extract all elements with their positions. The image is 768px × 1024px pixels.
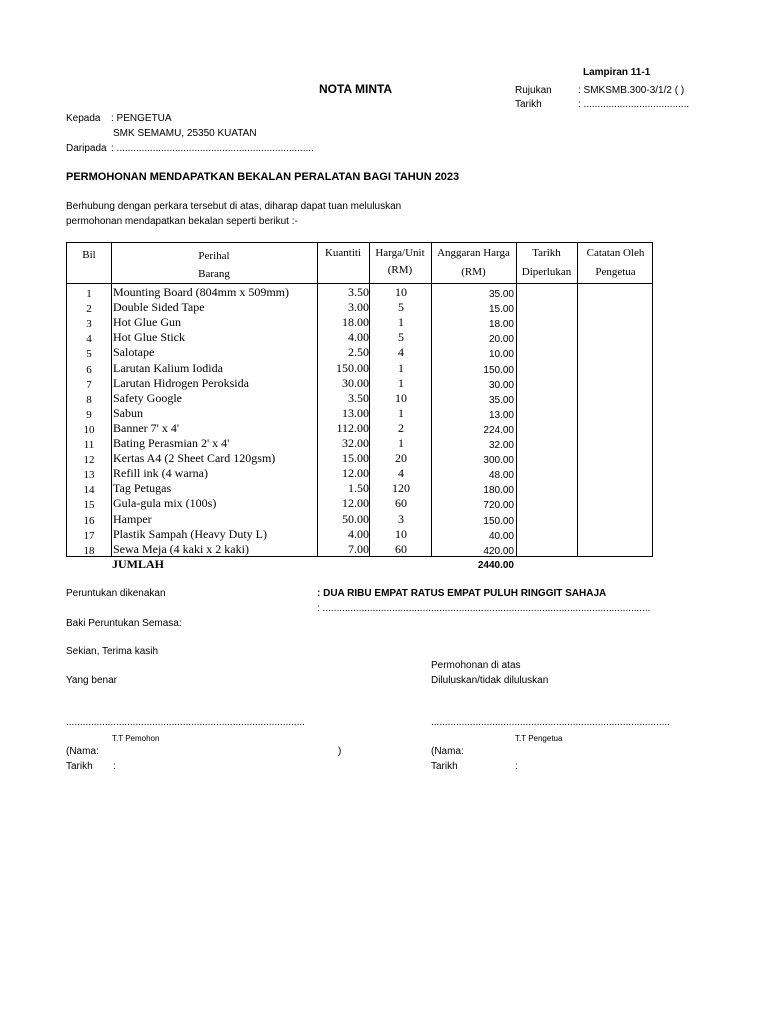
row-quantity: 4.00 <box>348 526 369 541</box>
approval-line-1: Permohonan di atas <box>431 660 521 671</box>
row-unit-price: 10 <box>395 526 407 541</box>
row-number: 17 <box>83 529 95 542</box>
reference-label: Rujukan <box>515 85 552 96</box>
table-row <box>67 422 654 437</box>
row-unit-price: 20 <box>395 451 407 466</box>
row-item: Hot Glue Gun <box>113 315 181 330</box>
row-number: 15 <box>83 499 95 512</box>
table-row <box>67 286 654 301</box>
table-row <box>67 377 654 392</box>
row-item: Banner 7' x 4' <box>113 420 179 435</box>
applicant-name: (Nama: <box>66 746 99 757</box>
to-address: SMK SEMAMU, 25350 KUATAN <box>113 128 257 139</box>
header-perihal: Perihal <box>198 250 230 262</box>
row-unit-price: 60 <box>395 496 407 511</box>
row-number: 6 <box>86 363 92 376</box>
header-anggaran-unit: (RM) <box>461 266 486 278</box>
row-unit-price: 4 <box>398 466 404 481</box>
row-item: Refill ink (4 warna) <box>113 466 208 481</box>
row-quantity: 50.00 <box>342 511 369 526</box>
table-row <box>67 301 654 316</box>
row-number: 4 <box>86 333 92 346</box>
row-number: 10 <box>83 423 95 436</box>
table-row <box>67 392 654 407</box>
header-catatan: Catatan Oleh <box>586 247 645 259</box>
row-budget: 420.00 <box>483 545 514 557</box>
total-label: JUMLAH <box>112 557 164 571</box>
header-barang: Barang <box>198 268 230 280</box>
row-item: Bating Perasmian 2' x 4' <box>113 436 230 450</box>
row-quantity: 112.00 <box>336 420 369 435</box>
row-unit-price: 5 <box>398 330 404 345</box>
row-quantity: 30.00 <box>342 375 369 390</box>
row-budget: 13.00 <box>488 409 514 421</box>
header-kuantiti: Kuantiti <box>324 247 362 259</box>
table-row <box>67 331 654 346</box>
row-item: Larutan Hidrogen Peroksida <box>113 375 249 390</box>
row-item: Tag Petugas <box>113 481 172 496</box>
row-quantity: 3.00 <box>348 300 369 315</box>
row-budget: 10.00 <box>488 349 514 361</box>
row-unit-price: 1 <box>398 405 404 420</box>
row-item: Hamper <box>113 511 152 526</box>
sincerely: Yang benar <box>66 675 117 686</box>
table-row <box>67 543 654 558</box>
row-quantity: 32.00 <box>342 436 369 450</box>
row-unit-price: 2 <box>398 420 404 435</box>
table-row <box>67 346 654 361</box>
subject-heading: PERMOHONAN MENDAPATKAN BEKALAN PERALATAN BAGI TAHUN 2023 <box>66 171 460 183</box>
table-row <box>67 452 654 467</box>
row-number: 8 <box>86 393 92 406</box>
row-quantity: 4.00 <box>348 330 369 345</box>
row-unit-price: 4 <box>398 345 404 360</box>
row-budget: 40.00 <box>488 530 514 542</box>
row-quantity: 15.00 <box>342 451 369 466</box>
row-budget: 18.00 <box>488 319 514 331</box>
row-quantity: 18.00 <box>342 315 369 330</box>
header-tarikh: Tarikh <box>532 247 561 259</box>
body-line-2: permohonan mendapatkan bekalan seperti berikut :- <box>66 216 298 227</box>
row-item: Sabun <box>113 405 143 420</box>
header-bil: Bil <box>82 249 96 261</box>
allocation-label: Peruntukan dikenakan <box>66 588 166 599</box>
row-budget: 35.00 <box>488 394 514 406</box>
signature-line-principal: ...................................................................................... <box>431 717 670 728</box>
row-budget: 30.00 <box>488 379 514 391</box>
principal-name: (Nama: <box>431 746 464 757</box>
table-row <box>67 467 654 482</box>
row-number: 9 <box>86 408 92 421</box>
row-number: 12 <box>83 454 95 467</box>
row-number: 2 <box>86 303 92 316</box>
row-budget: 150.00 <box>483 364 514 376</box>
header-anggaran: Anggaran Harga <box>437 247 510 259</box>
row-unit-price: 1 <box>398 360 404 375</box>
row-number: 13 <box>83 469 95 482</box>
table-row <box>67 362 654 377</box>
total-value: 2440.00 <box>477 560 514 571</box>
allocation-dots: : ...................................................................................................................... <box>317 603 651 614</box>
date-value: : ...................................... <box>578 99 690 110</box>
request-table <box>66 242 653 557</box>
row-item: Kertas A4 (2 Sheet Card 120gsm) <box>113 451 276 466</box>
row-number: 5 <box>86 348 92 361</box>
row-budget: 32.00 <box>488 440 514 451</box>
row-item: Double Sided Tape <box>113 300 205 315</box>
row-unit-price: 10 <box>395 285 407 299</box>
header-diperlukan: Diperlukan <box>521 266 572 278</box>
row-budget: 224.00 <box>483 424 514 436</box>
row-unit-price: 120 <box>392 481 410 496</box>
header-pengetua: Pengetua <box>595 266 636 278</box>
row-number: 7 <box>86 378 92 391</box>
row-quantity: 7.00 <box>348 541 369 556</box>
row-budget: 150.00 <box>483 515 514 527</box>
row-item: Sewa Meja (4 kaki x 2 kaki) <box>113 541 249 556</box>
row-budget: 20.00 <box>488 334 514 346</box>
row-quantity: 2.50 <box>348 345 369 360</box>
allocation-value: : DUA RIBU EMPAT RATUS EMPAT PULUH RINGGIT SAHAJA <box>317 588 607 599</box>
approval-line-2: Diluluskan/tidak diluluskan <box>431 675 549 686</box>
principal-date-colon: : <box>515 761 518 772</box>
row-budget: 180.00 <box>483 485 514 497</box>
signature-line-applicant: ...................................................................................... <box>66 717 305 728</box>
row-quantity: 3.50 <box>348 390 369 405</box>
header-harga: Harga/Unit <box>375 247 425 259</box>
row-item: Larutan Kalium Iodida <box>113 360 223 375</box>
table-row <box>67 482 654 497</box>
row-item: Hot Glue Stick <box>113 330 185 345</box>
date-label: Tarikh <box>515 99 542 110</box>
row-unit-price: 1 <box>398 375 404 390</box>
principal-signature-caption: T.T Pengetua <box>515 734 563 743</box>
to-value: : PENGETUA <box>111 113 172 124</box>
row-quantity: 1.50 <box>348 481 369 496</box>
table-row <box>67 437 654 452</box>
closing-thanks: Sekian, Terima kasih <box>66 646 159 657</box>
row-number: 1 <box>86 288 92 300</box>
row-unit-price: 60 <box>395 541 407 556</box>
table-row <box>67 497 654 512</box>
row-number: 11 <box>83 439 95 451</box>
row-item: Mounting Board (804mm x 509mm) <box>113 285 289 299</box>
row-unit-price: 1 <box>398 315 404 330</box>
attachment-number: Lampiran 11-1 <box>583 67 651 78</box>
row-quantity: 12.00 <box>342 496 369 511</box>
row-budget: 48.00 <box>488 470 514 482</box>
row-quantity: 12.00 <box>342 466 369 481</box>
principal-date-label: Tarikh <box>431 761 458 772</box>
row-unit-price: 3 <box>398 511 404 526</box>
row-unit-price: 1 <box>398 436 404 450</box>
row-budget: 720.00 <box>483 500 514 512</box>
balance-label: Baki Peruntukan Semasa: <box>66 618 182 629</box>
row-quantity: 150.00 <box>336 360 369 375</box>
document-title: NOTA MINTA <box>319 82 393 96</box>
from-value: : ....................................................................... <box>111 143 314 154</box>
row-unit-price: 10 <box>395 390 407 405</box>
row-quantity: 13.00 <box>342 405 369 420</box>
row-budget: 300.00 <box>483 455 514 467</box>
row-item: Gula-gula mix (100s) <box>113 496 217 511</box>
row-item: Plastik Sampah (Heavy Duty L) <box>113 526 267 541</box>
row-item: Safety Google <box>113 390 182 405</box>
from-label: Daripada <box>66 143 107 154</box>
to-label: Kepada <box>66 113 101 124</box>
applicant-date-colon: : <box>113 761 116 772</box>
applicant-name-close: ) <box>338 746 342 757</box>
row-number: 3 <box>86 318 92 331</box>
applicant-date-label: Tarikh <box>66 761 93 772</box>
table-row <box>67 316 654 331</box>
row-budget: 15.00 <box>488 304 514 316</box>
table-row <box>67 513 654 528</box>
table-row <box>67 528 654 543</box>
row-number: 14 <box>83 484 95 497</box>
row-number: 16 <box>83 514 95 527</box>
table-row <box>67 407 654 422</box>
body-line-1: Berhubung dengan perkara tersebut di atas, diharap dapat tuan meluluskan <box>66 201 402 212</box>
row-unit-price: 5 <box>398 300 404 315</box>
row-number: 18 <box>83 544 95 557</box>
row-item: Salotape <box>113 345 155 360</box>
row-budget: 35.00 <box>488 289 514 300</box>
applicant-signature-caption: T.T Pemohon <box>112 734 160 743</box>
header-harga-unit: (RM) <box>387 264 413 276</box>
row-quantity: 3.50 <box>348 285 369 299</box>
reference-value: : SMKSMB.300-3/1/2 ( ) <box>578 85 685 96</box>
